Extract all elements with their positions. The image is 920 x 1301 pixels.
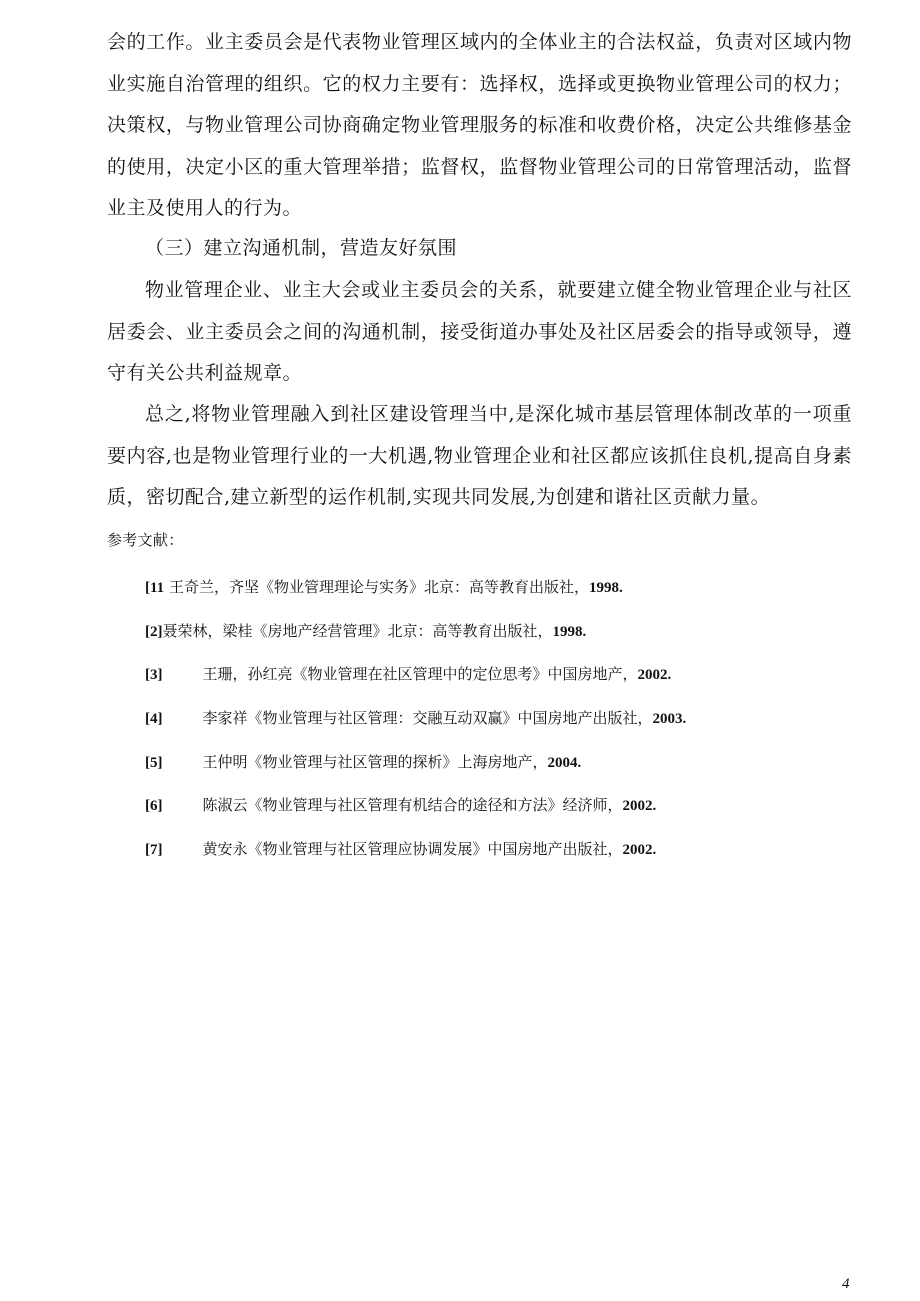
reference-number: [6] bbox=[145, 798, 163, 814]
reference-item bbox=[145, 621, 586, 642]
reference-number: [4] bbox=[145, 711, 163, 727]
reference-item bbox=[145, 795, 656, 816]
reference-number: [11 bbox=[145, 580, 165, 596]
body-paragraph-owners-committee: 会的工作。业主委员会是代表物业管理区域内的全体业主的合法权益，负责对区域内物业实施自治管理的组织。它的权力主要有：选择权，选择或更换物业管理公司的权力；决策权，与物业管理公司协商确定物业管理服务的标准和收费价格，决定公共维修基金的使用，决定小区的重大管理举措；监督权，监督物业管理公司的日常管理活动，监督业主及使用人的行为。 bbox=[107, 31, 852, 219]
reference-item bbox=[145, 752, 581, 773]
reference-number: [7] bbox=[145, 842, 163, 858]
reference-number: [3] bbox=[145, 667, 163, 683]
reference-text: 王奇兰，齐坚《物业管理理论与实务》北京：高等教育出版社，1998. bbox=[164, 578, 623, 596]
reference-item bbox=[145, 708, 686, 729]
reference-item bbox=[145, 577, 623, 598]
reference-text: 聂荣林，梁桂《房地产经营管理》北京：高等教育出版社，1998. bbox=[162, 622, 587, 640]
page-number: 4 bbox=[842, 1276, 850, 1292]
reference-text: 王仲明《物业管理与社区管理的探析》上海房地产，2004. bbox=[202, 753, 582, 771]
reference-text: 王珊，孙红亮《物业管理在社区管理中的定位思考》中国房地产，2002. bbox=[202, 665, 672, 683]
reference-text: 陈淑云《物业管理与社区管理有机结合的途径和方法》经济师，2002. bbox=[202, 796, 657, 814]
reference-number: [2] bbox=[145, 624, 163, 640]
body-paragraph-communication: 物业管理企业、业主大会或业主委员会的关系，就要建立健全物业管理企业与社区居委会、业主委员会之间的沟通机制，接受街道办事处及社区居委会的指导或领导，遵守有关公共利益规章。 bbox=[107, 279, 852, 384]
reference-text: 黄安永《物业管理与社区管理应协调发展》中国房地产出版社，2002. bbox=[202, 840, 657, 858]
reference-number: [5] bbox=[145, 755, 163, 771]
section-heading-communication: （三）建立沟通机制，营造友好氛围 bbox=[145, 237, 458, 259]
reference-item bbox=[145, 839, 656, 860]
body-paragraph-conclusion: 总之,将物业管理融入到社区建设管理当中,是深化城市基层管理体制改革的一项重要内容,也是物业管理行业的一大机遇,物业管理企业和社区都应该抓住良机,提高自身素质，密切配合,建立新型的运作机制,实现共同发展,为创建和谐社区贡献力量。 bbox=[107, 403, 852, 508]
reference-item bbox=[145, 664, 671, 685]
reference-text: 李家祥《物业管理与社区管理：交融互动双赢》中国房地产出版社，2003. bbox=[202, 709, 687, 727]
references-title: 参考文献： bbox=[107, 531, 184, 549]
